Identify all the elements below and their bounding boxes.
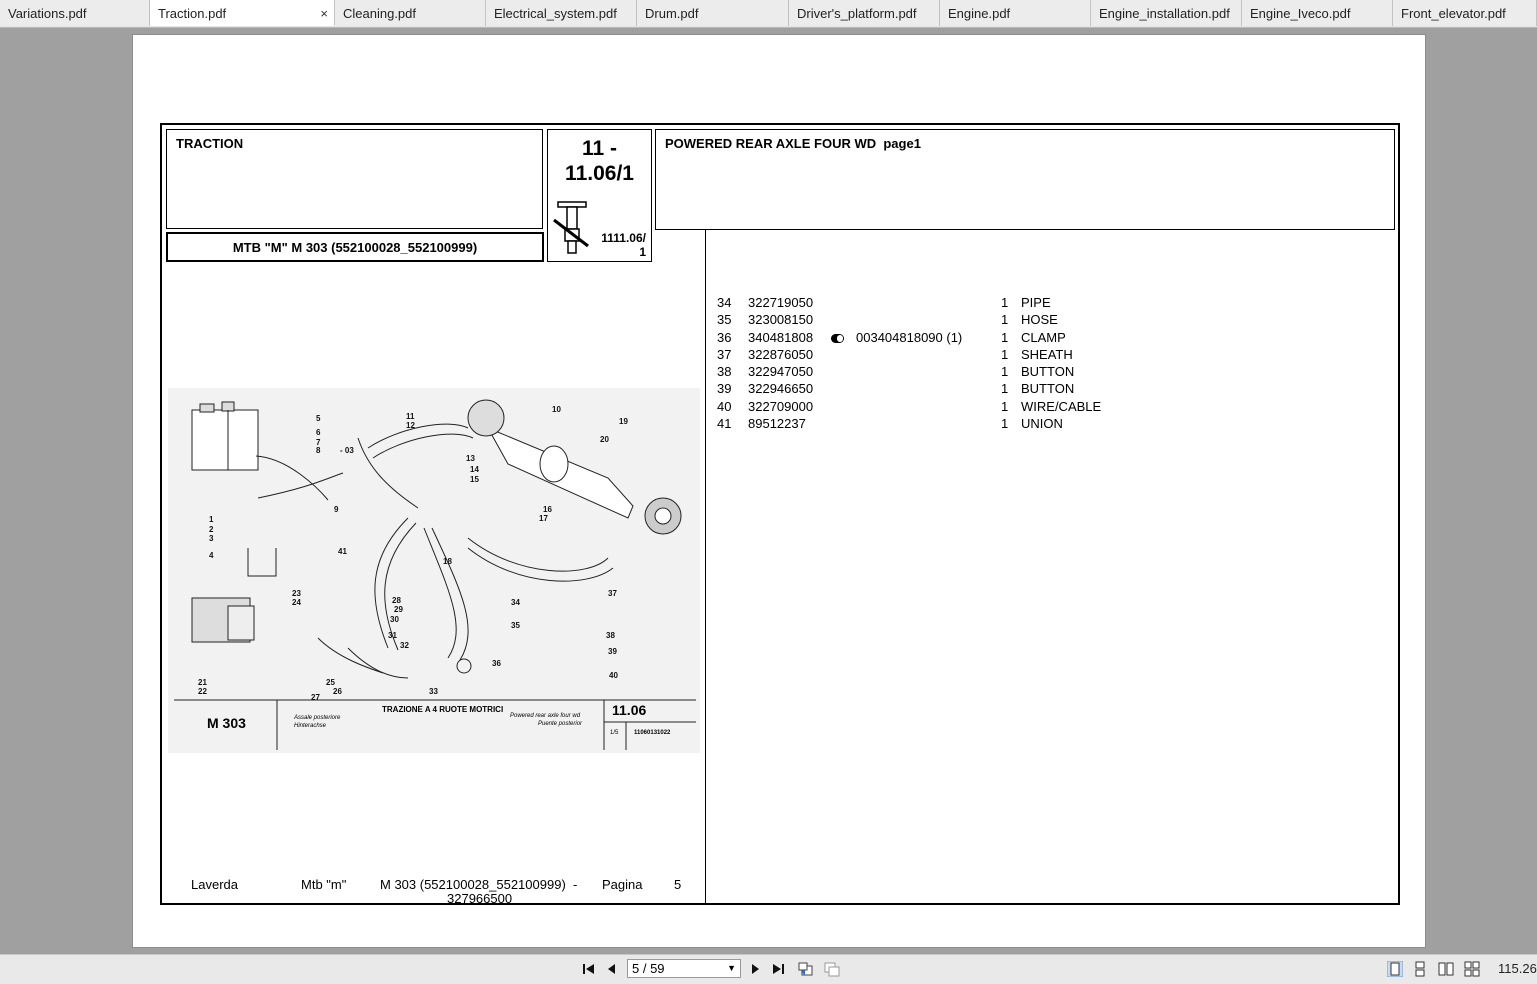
callout-label: 37 [608,589,617,598]
part-number: 89512237 [748,416,806,432]
next-view-icon[interactable] [823,961,841,977]
part-position: 39 [717,381,732,397]
drawing-model: M 303 [207,715,246,731]
icon-code-line-2: 1 [639,245,646,259]
part-position: 38 [717,364,732,380]
callout-label: 31 [388,631,397,640]
tab-engine-iveco[interactable] [1242,0,1393,26]
part-quantity: 1 [1001,295,1009,310]
part-alternate [831,381,1001,398]
callout-label: 5 [316,414,321,423]
next-page-icon[interactable] [746,961,764,977]
tab-variations[interactable] [0,0,150,26]
page-number-value: 5 / 59 [632,961,665,976]
part-quantity: 1 [1001,346,1009,362]
facing-view-icon[interactable] [1438,961,1454,977]
callout-label: 30 [390,615,399,624]
tab-engine[interactable] [940,0,1091,26]
parts-row [717,347,1141,364]
part-description: WIRE/CABLE [1021,398,1102,414]
parts-row [717,312,1141,329]
callout-label: 20 [600,435,609,444]
drawing-desc-it: Assale posteriore [294,715,341,721]
code-line-2: 11.06/1 [565,162,634,185]
part-number: 322947050 [748,364,814,380]
exploded-drawing [168,388,700,753]
tab-engine-installation[interactable] [1091,0,1242,26]
callout-label: 41 [338,547,347,556]
part-description: PIPE [1021,295,1051,310]
tab-bar [0,0,1537,28]
callout-label: 27 [311,693,320,702]
section-title: TRACTION [176,136,244,151]
callout-label: 2 [209,525,214,534]
part-alternate [831,295,1001,312]
part-number: 322709000 [748,398,814,414]
callout-label: 29 [394,605,403,614]
part-quantity: 1 [1001,312,1009,328]
part-position: 37 [717,346,732,362]
footer-model: M 303 (552100028_552100999) - [380,877,578,892]
single-page-view-icon[interactable] [1387,961,1403,977]
part-position: 36 [717,329,732,345]
part-number: 322719050 [748,295,814,310]
tab-drum[interactable] [637,0,789,26]
tab-label: Driver's_platform.pdf [797,6,917,21]
part-description: SHEATH [1021,346,1073,362]
callout-label: 4 [209,551,214,560]
callout-label: 13 [466,454,475,463]
parts-row [717,364,1141,381]
axle-section-icon [552,200,592,258]
part-alternate [831,399,1001,416]
callout-label: 23 [292,589,301,598]
part-quantity: 1 [1001,416,1009,432]
tab-cleaning[interactable] [335,0,486,26]
part-number: 340481808 [748,329,814,345]
tab-traction[interactable] [150,0,335,26]
parts-row [717,399,1141,416]
continuous-view-icon[interactable] [1412,961,1428,977]
callout-label: 24 [292,598,301,607]
replacement-icon [831,334,844,343]
part-quantity: 1 [1001,398,1009,414]
page-title: POWERED REAR AXLE FOUR WD page1 [665,136,921,151]
part-description: BUTTON [1021,364,1075,380]
callout-label: 36 [492,659,501,668]
part-alternate [831,312,1001,329]
tab-label: Engine_installation.pdf [1099,6,1230,21]
callout-label: 12 [406,421,415,430]
callout-label: 34 [511,598,520,607]
parts-row [717,416,1141,433]
callout-label: 28 [392,596,401,605]
chevron-down-icon: ▼ [727,963,736,973]
part-description: UNION [1021,416,1063,432]
footer-series: Mtb "m" [301,877,347,892]
part-number: 323008150 [748,312,814,328]
tab-label: Traction.pdf [158,6,227,21]
callout-label: 32 [400,641,409,650]
callout-label: 26 [333,687,342,696]
callout-label: 21 [198,678,207,687]
part-alternate [831,347,1001,364]
parts-sheet-frame [160,123,1400,905]
previous-view-icon[interactable] [797,961,815,977]
part-position: 40 [717,398,732,414]
parts-row [717,295,1141,312]
callout-label: 38 [606,631,615,640]
part-description: HOSE [1021,312,1058,328]
callout-label: 7 [316,438,321,447]
callout-label: 39 [608,647,617,656]
callout-label: 6 [316,428,321,437]
callout-label: 25 [326,678,335,687]
callout-label: 11 [406,412,415,421]
first-page-icon[interactable] [580,961,598,977]
part-position: 34 [717,295,732,310]
drawing-title: TRAZIONE A 4 RUOTE MOTRICI [382,705,504,714]
tab-front-elevator[interactable] [1393,0,1537,26]
callout-label: 22 [198,687,207,696]
continuous-facing-view-icon[interactable] [1464,961,1480,977]
tab-label: Variations.pdf [8,6,87,21]
part-quantity: 1 [1001,381,1009,397]
callout-label: 14 [470,465,479,474]
model-title: MTB "M" M 303 (552100028_552100999) [232,240,478,255]
footer-model-code: 327966500 [447,891,513,906]
footer-brand: Laverda [191,877,238,892]
footer-page-number: 5 [674,877,682,892]
page-title-box [655,129,1395,230]
parts-table [717,295,1141,433]
drawing-sheet: 1/5 [610,730,619,736]
callout-label: 10 [552,405,561,414]
callout-label: 3 [209,534,214,543]
tab-label: Drum.pdf [645,6,699,21]
icon-code-line-1: 1111.06/ [601,231,646,245]
section-box [166,129,543,229]
part-number: 322876050 [748,346,814,362]
previous-page-icon[interactable] [603,961,621,977]
tab-label: Cleaning.pdf [343,6,416,21]
callout-label: 35 [511,621,520,630]
part-alternate-code: 003404818090 (1) [856,329,963,345]
page-number-select[interactable] [627,959,741,978]
drawing-desc-de: Hinterachse [294,723,327,729]
callout-label: 16 [543,505,552,514]
part-quantity: 1 [1001,329,1009,345]
zoom-level[interactable]: 115.26 [1498,961,1537,976]
drawing-number: 11060131022 [634,730,671,736]
callout-label: 1 [209,515,214,524]
part-description: CLAMP [1021,329,1066,345]
callout-label: 33 [429,687,438,696]
column-divider [705,229,706,905]
callout-label: 40 [609,671,618,680]
callout-label: 19 [619,417,628,426]
footer-page-label: Pagina [602,877,643,892]
part-description: BUTTON [1021,381,1075,397]
drawing-graphics [168,388,700,753]
part-position: 35 [717,312,732,328]
drawing-ref: 11.06 [612,702,647,718]
callout-label: 17 [539,514,548,523]
tab-label: Engine.pdf [948,6,1011,21]
part-position: 41 [717,416,732,432]
tab-label: Engine_Iveco.pdf [1250,6,1351,21]
part-alternate [831,416,1001,433]
part-alternate [831,330,1001,347]
part-quantity: 1 [1001,364,1009,380]
part-alternate [831,364,1001,381]
model-box [166,232,544,262]
viewer-toolbar [0,954,1537,984]
tab-label: Front_elevator.pdf [1401,6,1506,21]
close-icon[interactable]: × [320,6,328,21]
code-line-1: 11 - [581,137,618,160]
callout-label: 18 [443,557,452,566]
drawing-desc-en: Powered rear axle four wd [510,713,581,719]
tab-drivers-platform[interactable] [789,0,940,26]
callout-label: 8 [316,446,321,455]
callout-label: 15 [470,475,479,484]
tab-label: Electrical_system.pdf [494,6,617,21]
callout-label: - 03 [340,446,354,455]
parts-row [717,330,1141,347]
drawing-desc-es: Puente posterior [538,721,583,727]
part-number: 322946650 [748,381,814,397]
callout-label: 9 [334,505,339,514]
tab-electrical-system[interactable] [486,0,637,26]
last-page-icon[interactable] [770,961,788,977]
parts-row [717,381,1141,398]
code-box [547,129,652,262]
